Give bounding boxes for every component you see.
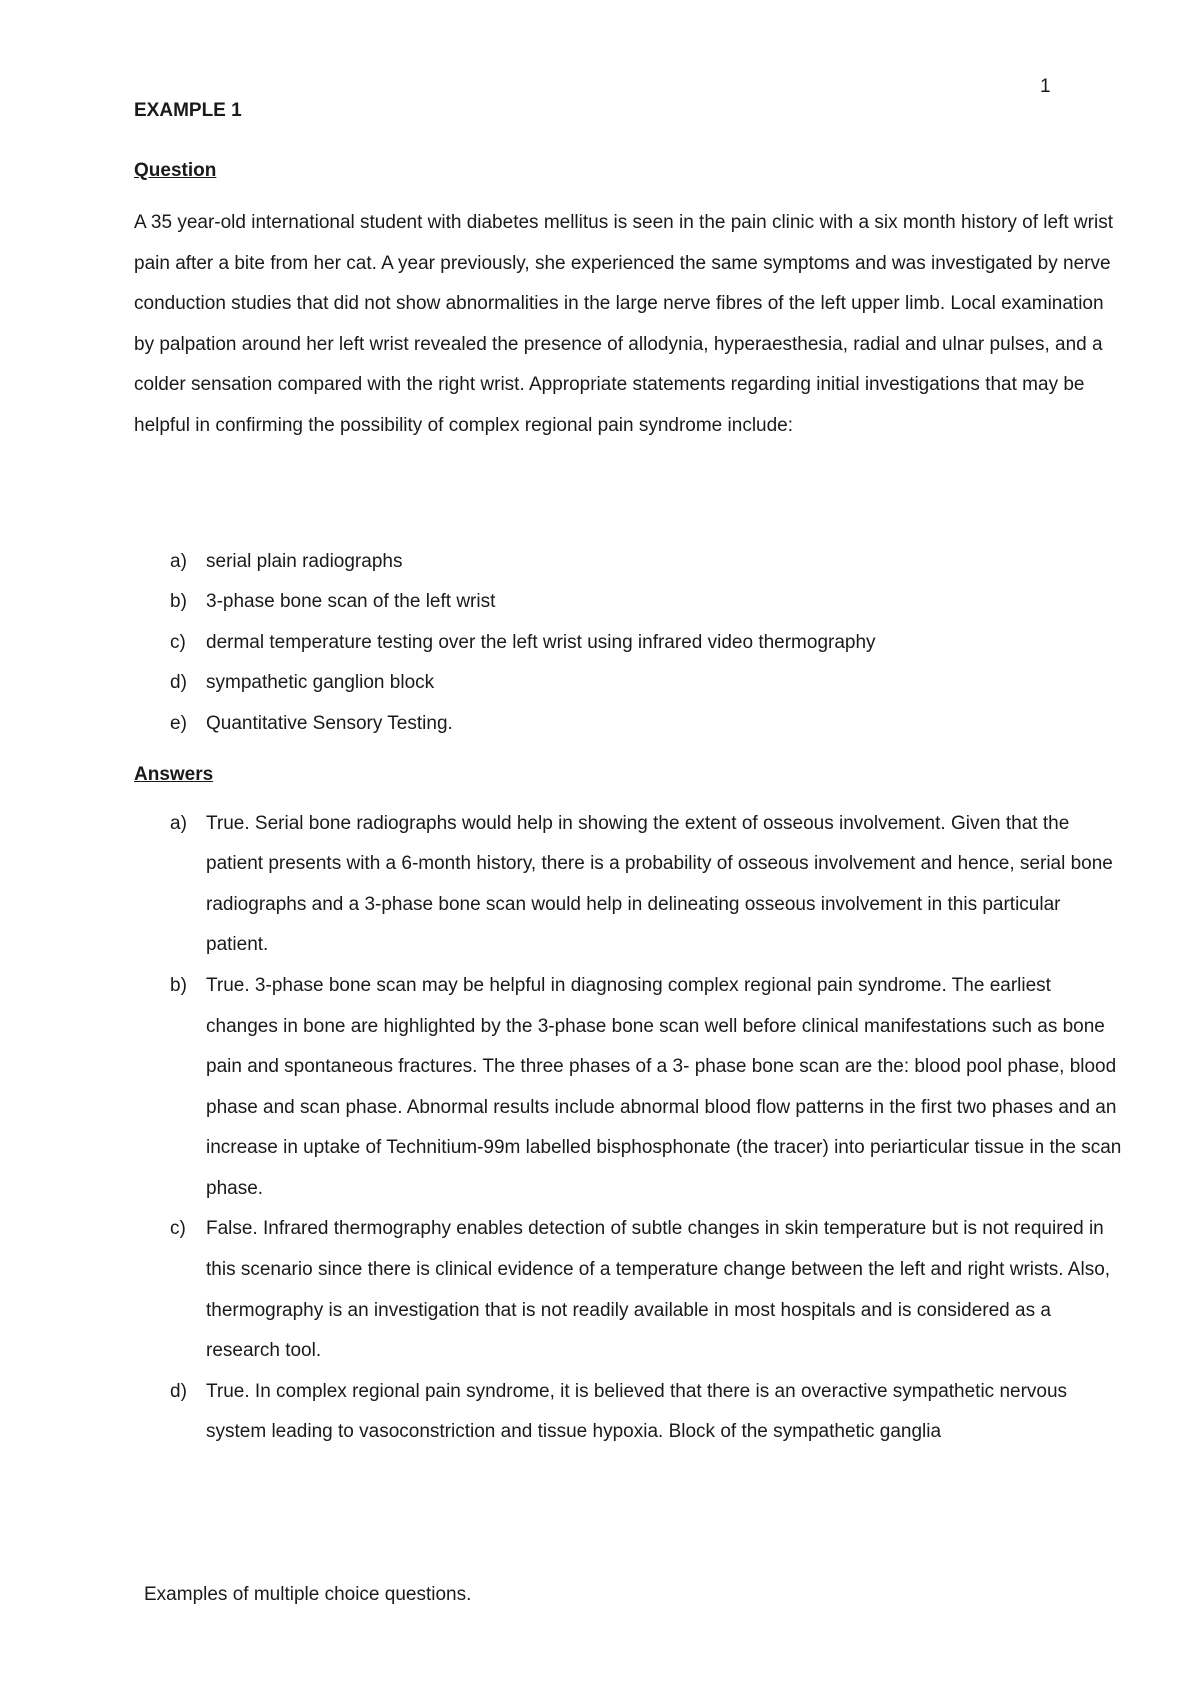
question-text: A 35 year-old international student with diabetes mellitus is seen in the pain clinic with a six month history of left wrist pain after a bite from her cat. A year previously, she experienced the same symptoms and was investigated by nerve conduction studies that did not show abnormalities in the large nerve fibres of the left upper limb. Local examination by palpation around her left wrist revealed the presence of allodynia, hyperaesthesia, radial and ulnar pulses, and a colder sensation compared with the right wrist. Appropriate statements regarding initial investigations that may be helpful in confirming the possibility of complex regional pain syndrome include:	[134, 212, 1113, 436]
document-body	[134, 96, 1124, 1453]
option-text: sympathetic ganglion block	[206, 672, 435, 694]
answer-text: True. In complex regional pain syndrome, it is believed that there is an overactive sympathetic nervous system leading to vasoconstriction and tissue hypoxia. Block of the sympathetic ganglia	[206, 1380, 1068, 1443]
page-footer: Examples of multiple choice questions.	[144, 1584, 472, 1605]
answer-marker: b)	[170, 974, 187, 996]
answer-text: True. Serial bone radiographs would help in showing the extent of osseous involvement. Given that the patient presents with a 6-month history, there is a probability of osseous involvement and hence, serial bone radiographs and a 3-phase bone scan would help in delineating osseous involvement in this particular patient.	[206, 812, 1113, 956]
page-number: 1	[1040, 76, 1051, 97]
answer-marker: d)	[170, 1380, 187, 1402]
option-marker: a)	[170, 550, 187, 572]
answer-marker: c)	[170, 1218, 186, 1240]
option-marker: b)	[170, 591, 187, 613]
answer-text: True. 3-phase bone scan may be helpful in diagnosing complex regional pain syndrome. The earliest changes in bone are highlighted by the 3-phase bone scan well before clinical manifestations such as bone pain and spontaneous fractures. The three phases of a 3- phase bone scan are the: blood pool phase, blood phase and scan phase. Abnormal results include abnormal blood flow patterns in the first two phases and an increase in uptake of Technitium-99m labelled bisphosphonate (the tracer) into periarticular tissue in the scan phase.	[206, 974, 1122, 1199]
page-title: EXAMPLE 1	[134, 100, 242, 121]
answers-heading: Answers	[134, 763, 214, 785]
option-text: dermal temperature testing over the left wrist using infrared video thermography	[206, 631, 876, 653]
answer-item	[134, 966, 1124, 1210]
option-item	[134, 542, 1124, 583]
option-text: Quantitative Sensory Testing.	[206, 712, 453, 734]
answer-item	[134, 1209, 1124, 1371]
option-text: 3-phase bone scan of the left wrist	[206, 591, 496, 613]
option-item	[134, 704, 1124, 745]
answer-marker: a)	[170, 812, 187, 834]
option-marker: e)	[170, 712, 187, 734]
question-heading: Question	[134, 160, 217, 181]
option-item	[134, 582, 1124, 623]
options-list	[134, 542, 1124, 745]
answer-item	[134, 804, 1124, 966]
option-item	[134, 623, 1124, 664]
answer-item	[134, 1372, 1124, 1453]
answers-list	[134, 804, 1124, 1454]
option-marker: c)	[170, 631, 186, 653]
option-item	[134, 663, 1124, 704]
option-text: serial plain radiographs	[206, 550, 403, 572]
answer-text: False. Infrared thermography enables detection of subtle changes in skin temperature but is not required in this scenario since there is clinical evidence of a temperature change between the left and right wrists. Also, thermography is an investigation that is not readily available in most hospitals and is considered as a research tool.	[206, 1218, 1111, 1362]
option-marker: d)	[170, 672, 187, 694]
